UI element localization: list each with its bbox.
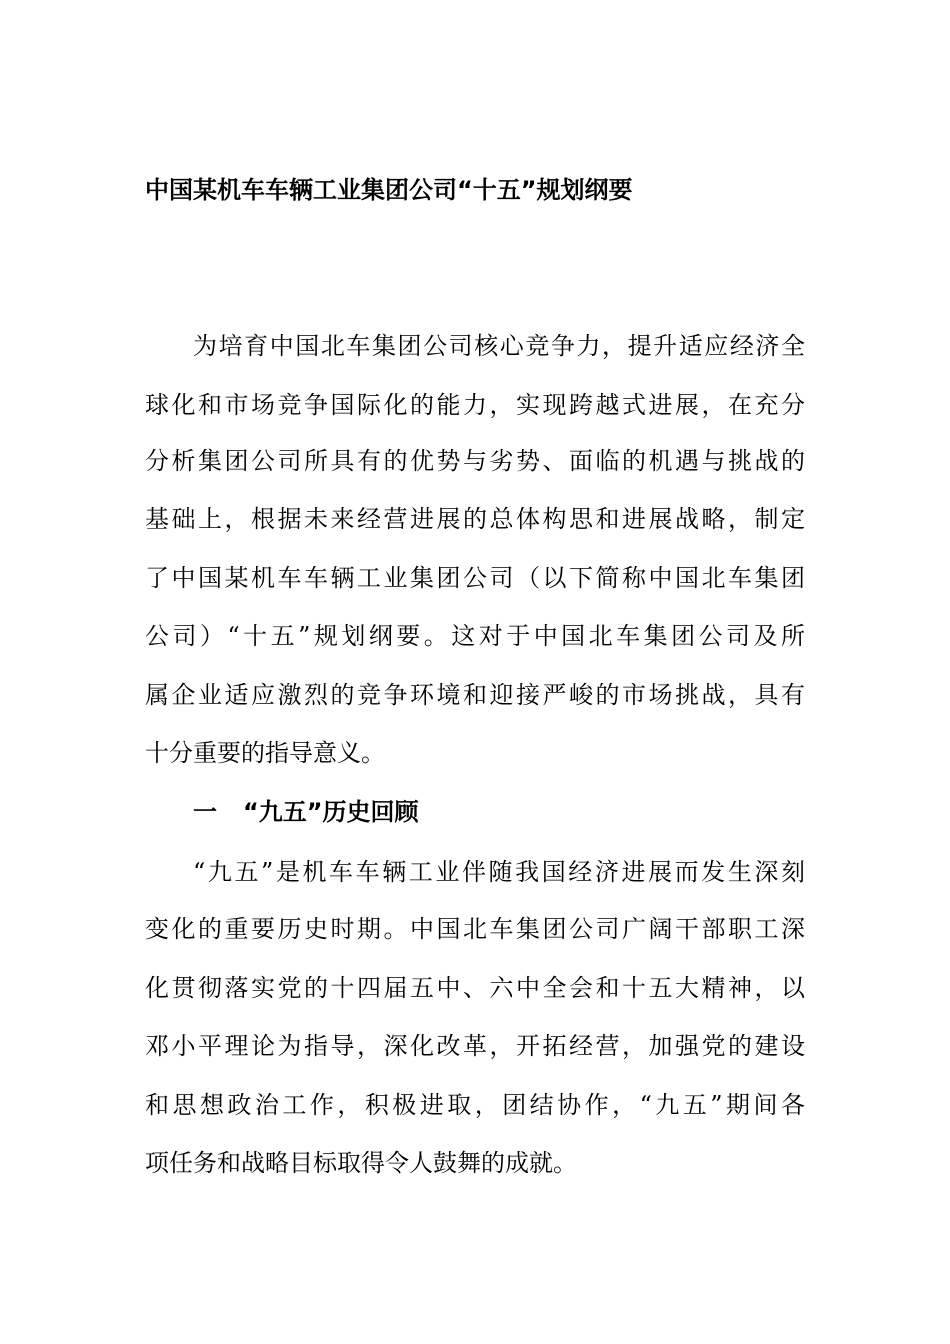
paragraph-line: 属企业适应激烈的竞争环境和迎接严峻的市场挑战，具有 bbox=[145, 681, 805, 709]
section-number: 一 bbox=[193, 798, 217, 826]
section-heading-text: “九五”历史回顾 bbox=[243, 798, 419, 826]
paragraph-line: 了中国某机车车辆工业集团公司（以下简称中国北车集团 bbox=[145, 564, 805, 592]
paragraph-line: “九五”是机车车辆工业伴随我国经济进展而发生深刻 bbox=[193, 858, 805, 886]
paragraph-line: 十分重要的指导意义。 bbox=[145, 739, 385, 767]
paragraph-line: 球化和市场竞争国际化的能力，实现跨越式进展，在充分 bbox=[145, 391, 805, 419]
paragraph-line: 变化的重要历史时期。中国北车集团公司广阔干部职工深 bbox=[145, 915, 805, 943]
paragraph-line: 为培育中国北车集团公司核心竞争力，提升适应经济全 bbox=[193, 332, 805, 360]
paragraph-line: 和思想政治工作，积极进取，团结协作，“九五”期间各 bbox=[145, 1091, 805, 1119]
section-heading bbox=[193, 792, 419, 832]
paragraph-line: 项任务和战略目标取得令人鼓舞的成就。 bbox=[145, 1149, 577, 1177]
paragraph-line: 公司）“十五”规划纲要。这对于中国北车集团公司及所 bbox=[145, 622, 805, 650]
paragraph-line: 分析集团公司所具有的优势与劣势、面临的机遇与挑战的 bbox=[145, 447, 805, 475]
paragraph-line: 邓小平理论为指导，深化改革，开拓经营，加强党的建设 bbox=[145, 1032, 805, 1060]
paragraph-line: 基础上，根据未来经营进展的总体构思和进展战略，制定 bbox=[145, 505, 805, 533]
paragraph-line: 化贯彻落实党的十四届五中、六中全会和十五大精神，以 bbox=[145, 974, 805, 1002]
document-title: 中国某机车车辆工业集团公司“十五”规划纲要 bbox=[145, 176, 633, 204]
